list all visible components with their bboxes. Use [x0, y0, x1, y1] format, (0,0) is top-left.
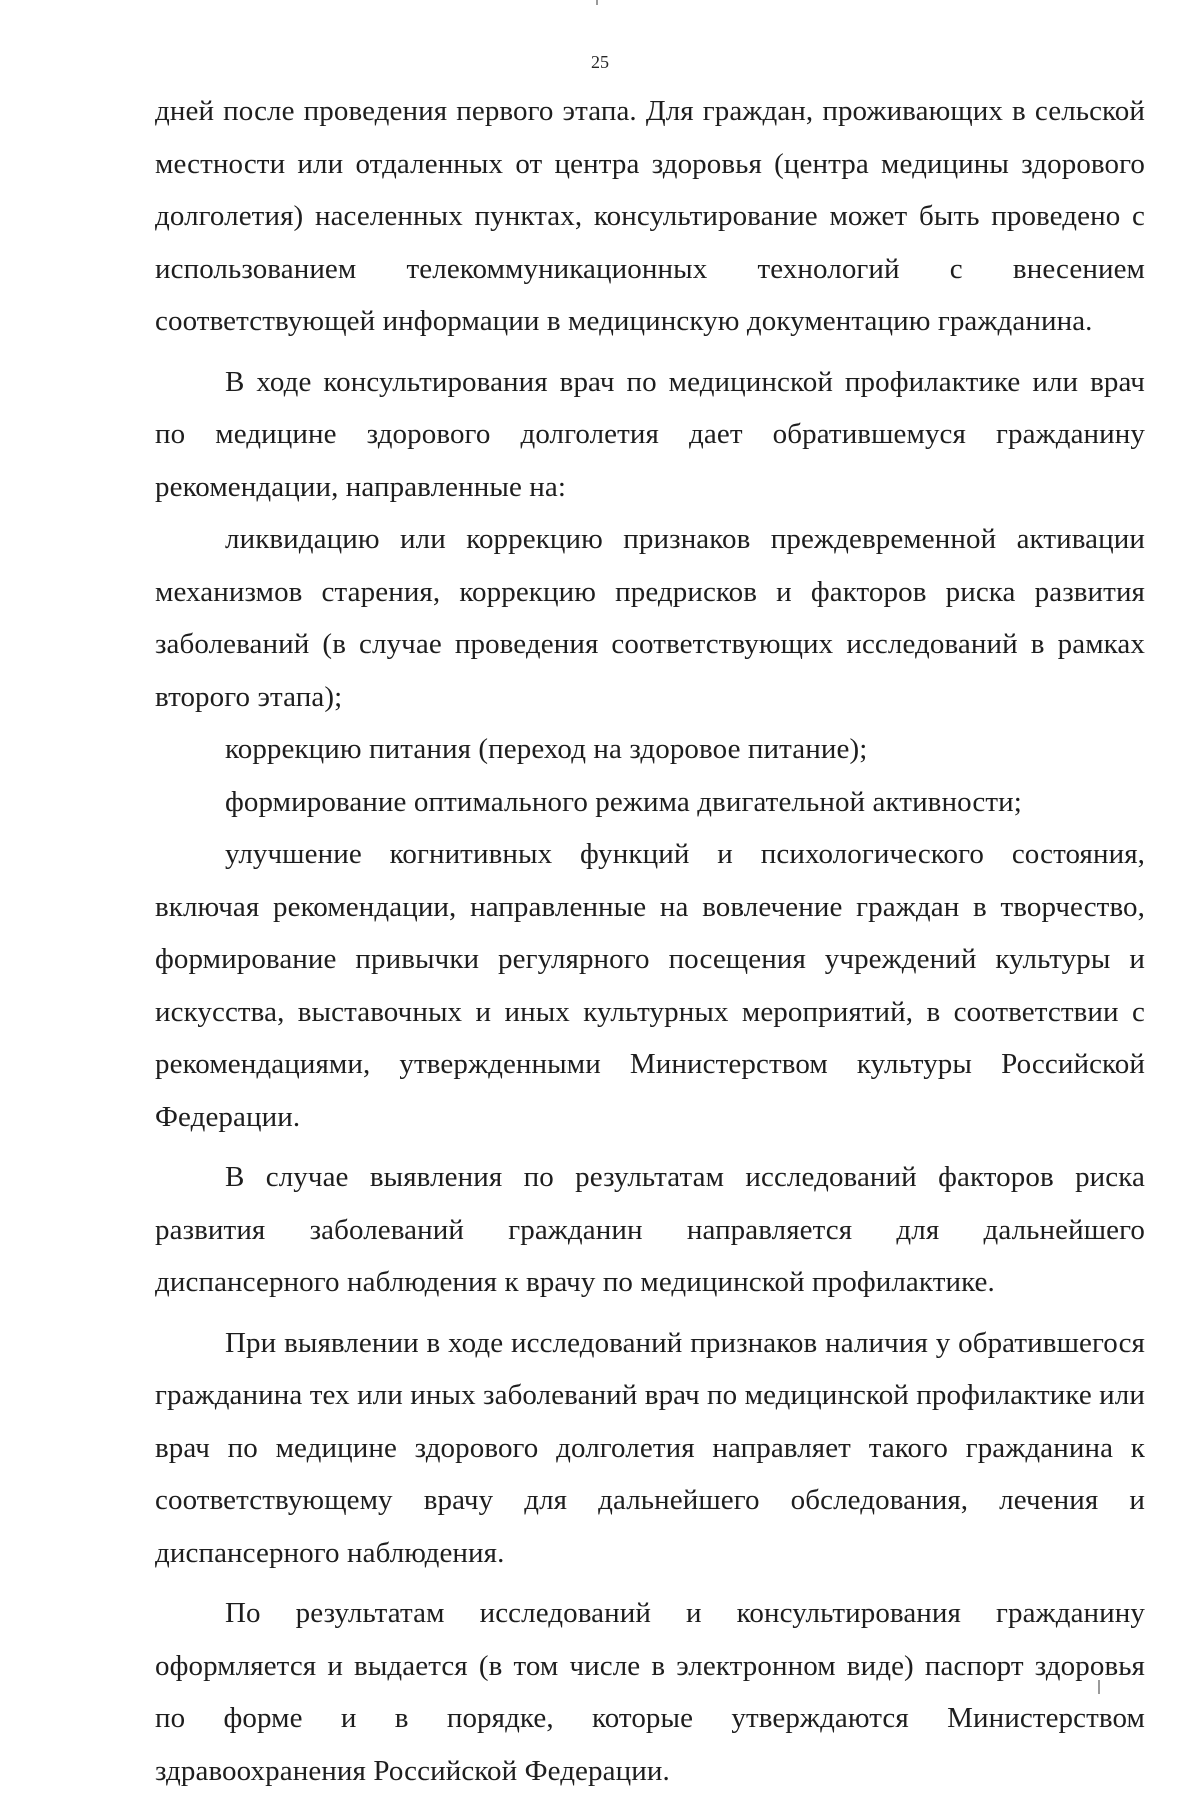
document-body — [155, 85, 1145, 1797]
paragraph-continuation: дней после проведения первого этапа. Для граждан, проживающих в сельской местности или отдаленных от центра здоровья (центра медицины здорового долголетия) населенных пунктах, консультирование может быть проведено с использованием телекоммуникационных технологий с внесением соответствующей информации в медицинскую документацию гражданина. — [155, 95, 1145, 337]
list-item-nutrition: коррекцию питания (переход на здоровое питание); — [225, 733, 868, 765]
list-item-physical-activity: формирование оптимального режима двигательной активности; — [225, 785, 1022, 818]
list-item-cognitive: улучшение когнитивных функций и психологического состояния, включая рекомендации, направленные на вовлечение граждан в творчество, формирование привычки регулярного посещения учреждений культуры и искусства, выставочных и иных культурных мероприятий, в соответствии с рекомендациями, утвержденными Министерством культуры Российской Федерации. — [155, 838, 1145, 1133]
list-item-aging-correction: ликвидацию или коррекцию признаков преждевременной активации механизмов старения, коррекцию предрисков и факторов риска развития заболеваний (в случае проведения соответствующих исследований в рамках второго этапа); — [155, 523, 1145, 713]
paragraph-consultation: В ходе консультирования врач по медицинской профилактике или врач по медицине здорового долголетия дает обратившемуся гражданину рекомендации, направленные на: — [155, 365, 1145, 503]
page-number: 25 — [591, 52, 609, 72]
paragraph-disease-referral: При выявлении в ходе исследований признаков наличия у обратившегося гражданина тех или иных заболеваний врач по медицинской профилактике или врач по медицине здорового долголетия направляет такого гражданина к соответствующему врачу для дальнейшего обследования, лечения и диспансерного наблюдения. — [155, 1326, 1145, 1569]
paragraph-health-passport: По результатам исследований и консультирования гражданину оформляется и выдается (в том числе в электронном виде) паспорт здоровья по форме и в порядке, которые утверждаются Министерством здравоохранения Российской Федерации. — [155, 1597, 1145, 1787]
paragraph-risk-factors: В случае выявления по результатам исследований факторов риска развития заболеваний гражданин направляется для дальнейшего диспансерного наблюдения к врачу по медицинской профилактике. — [155, 1161, 1145, 1298]
scan-artifact-top — [596, 0, 598, 5]
